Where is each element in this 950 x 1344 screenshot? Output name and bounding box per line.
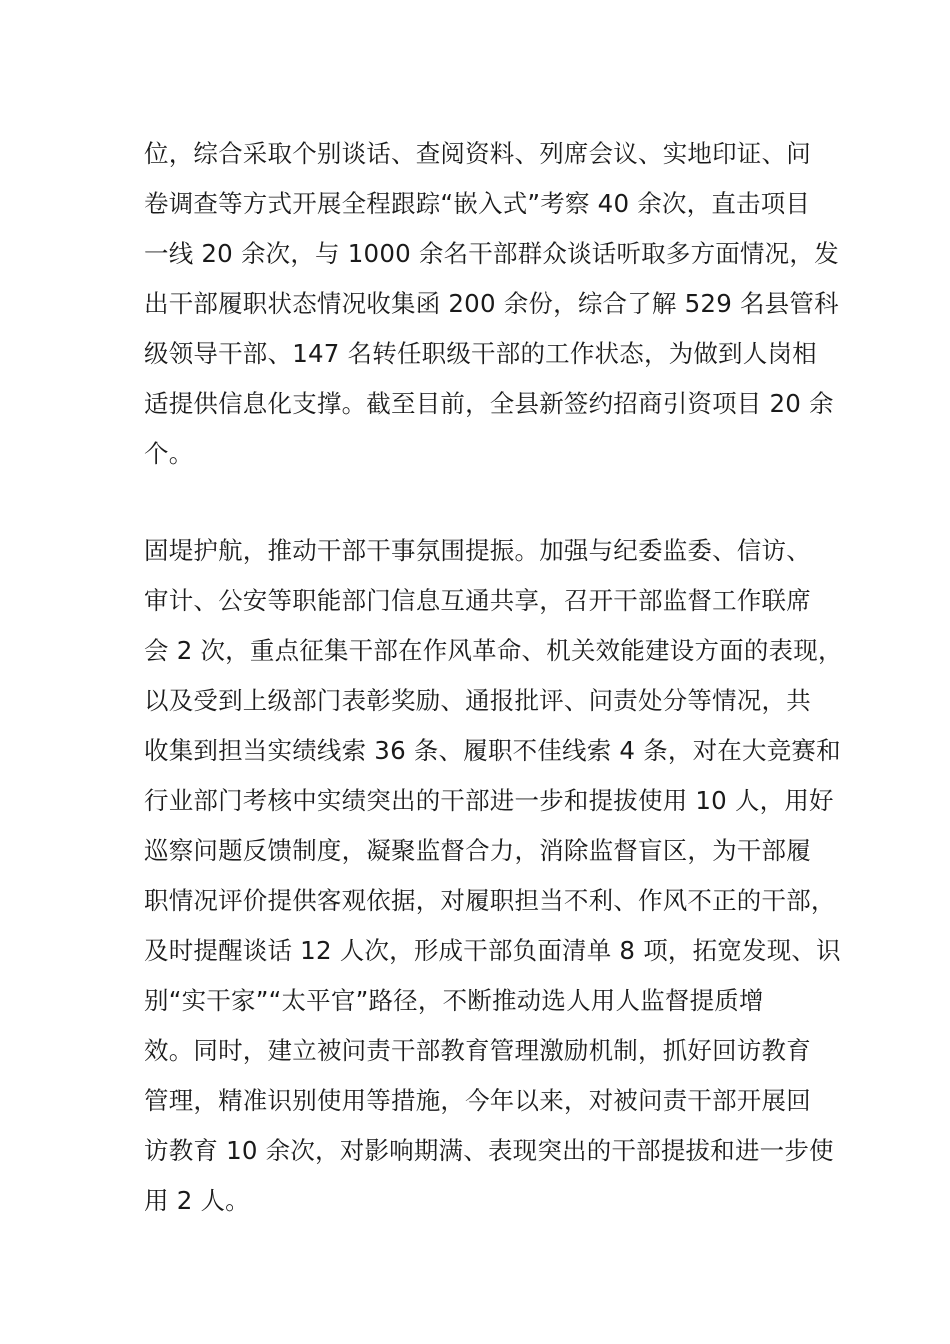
text-line: 个。: [144, 439, 194, 468]
paragraph-2: [144, 526, 843, 1226]
text-line: 职情况评价提供客观依据，对履职担当不利、作风不正的干部，: [144, 886, 836, 915]
text-line: 访教育 10 余次，对影响期满、表现突出的干部提拔和进一步使: [144, 1136, 834, 1165]
text-line: 及时提醒谈话 12 人次，形成干部负面清单 8 项，拓宽发现、识: [144, 936, 841, 965]
text-line: 管理，精准识别使用等措施，今年以来，对被问责干部开展回: [144, 1086, 811, 1115]
text-line: 收集到担当实绩线索 36 条、履职不佳线索 4 条，对在大竞赛和: [144, 736, 841, 765]
text-line: 出干部履职状态情况收集函 200 余份，综合了解 529 名县管科: [144, 289, 839, 318]
text-line: 级领导干部、147 名转任职级干部的工作状态，为做到人岗相: [144, 339, 817, 368]
text-line: 用 2 人。: [144, 1186, 250, 1215]
paragraph-1: [144, 129, 839, 479]
text-line: 行业部门考核中实绩突出的干部进一步和提拔使用 10 人，用好: [144, 786, 834, 815]
text-line: 适提供信息化支撑。截至目前，全县新签约招商引资项目 20 余: [144, 389, 834, 418]
text-line: 以及受到上级部门表彰奖励、通报批评、问责处分等情况，共: [144, 686, 811, 715]
text-line: 位，综合采取个别谈话、查阅资料、列席会议、实地印证、问: [144, 139, 811, 168]
text-line: 一线 20 余次，与 1000 余名干部群众谈话听取多方面情况，发: [144, 239, 839, 268]
text-line: 效。同时，建立被问责干部教育管理激励机制，抓好回访教育: [144, 1036, 811, 1065]
text-line: 会 2 次，重点征集干部在作风革命、机关效能建设方面的表现，: [144, 636, 843, 665]
text-line: 审计、公安等职能部门信息互通共享，召开干部监督工作联席: [144, 586, 811, 615]
text-line: 巡察问题反馈制度，凝聚监督合力，消除监督盲区，为干部履: [144, 836, 811, 865]
text-line: 别“实干家”“太平官”路径，不断推动选人用人监督提质增: [144, 986, 764, 1015]
text-line: 卷调查等方式开展全程跟踪“嵌入式”考察 40 余次，直击项目: [144, 189, 811, 218]
text-line: 固堤护航，推动干部干事氛围提振。加强与纪委监委、信访、: [144, 536, 811, 565]
